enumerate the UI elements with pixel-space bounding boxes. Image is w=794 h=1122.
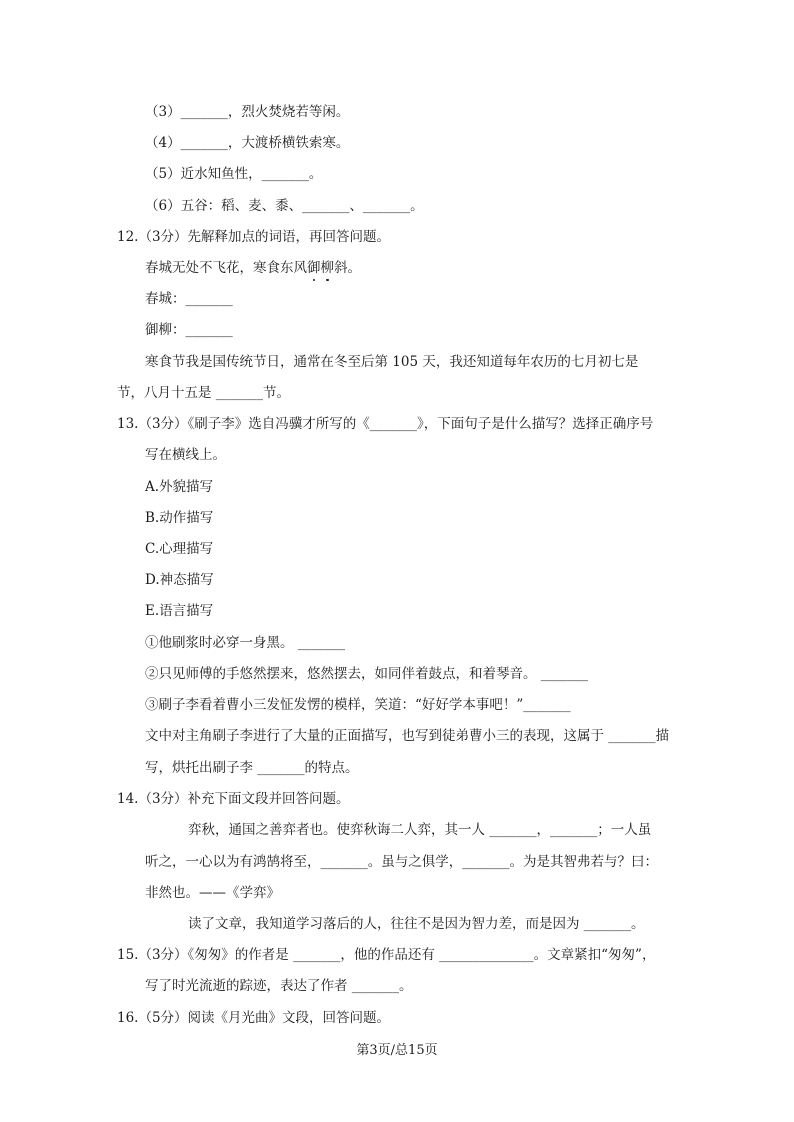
q12-para-line-1: 寒食节我是国传统节日，通常在冬至后第 105 天，我还知道每年农历的七月初七是 xyxy=(145,354,639,370)
q11-item-3: （3）_______，烈火焚烧若等闲。 xyxy=(145,104,350,120)
q13-sentence-1: ①他刷浆时必穿一身黑。 _______ xyxy=(145,635,346,651)
q13-option-c: C.心理描写 xyxy=(145,541,214,557)
q14-text-line-3: 非然也。——《学弈》 xyxy=(145,885,280,901)
q16-stem: 16.（5分）阅读《月光曲》文段，回答问题。 xyxy=(117,1010,391,1026)
q12-chuncheng-blank: 春城：_______ xyxy=(145,291,233,307)
q13-option-b: B.动作描写 xyxy=(145,510,214,526)
q13-option-e: E.语言描写 xyxy=(145,603,214,619)
q11-item-5: （5）近水知鱼性，_______。 xyxy=(145,166,323,182)
q13-para-line-1: 文中对主角刷子李进行了大量的正面描写，也写到徒弟曹小三的表现，这属于 _______描 xyxy=(145,728,670,744)
q13-stem-line-2: 写在横线上。 xyxy=(145,447,226,463)
q12-para-line-2: 节，八月十五是 _______节。 xyxy=(117,385,291,401)
q14-text-line-2: 听之，一心以为有鸿鹄将至，_______。虽与之俱学，_______。为是其智弗若与？曰： xyxy=(145,854,658,870)
q15-line-2: 写了时光流逝的踪迹，表达了作者 _______。 xyxy=(145,978,413,994)
q13-stem-line-1: 13.（3分）《刷子李》选自冯骥才所写的《_______》，下面句子是什么描写？选择正确序号 xyxy=(117,416,654,432)
poem-suffix: 斜。 xyxy=(334,260,361,276)
q15-line-1: 15.（3分）《匆匆》的作者是 _______，他的作品还有 ______________。文章紧扣“匆匆”， xyxy=(117,947,656,963)
q13-sentence-3: ③刷子李看着曹小三发怔发愣的模样，笑道：“好好学本事吧！”_______ xyxy=(145,697,571,713)
q12-poem xyxy=(145,258,361,278)
q11-item-6: （6）五谷：稻、麦、黍、_______、_______。 xyxy=(145,198,424,214)
q14-text-line-1: 弈秋，通国之善弈者也。使弈秋诲二人弈，其一人 _______，_______；一人虽 xyxy=(188,822,652,838)
q13-sentence-2: ②只见师傅的手悠然摆来，悠然摆去，如同伴着鼓点，和着琴音。 _______ xyxy=(145,666,589,682)
q13-option-d: D.神态描写 xyxy=(145,572,214,588)
page-footer: 第3页/总15页 xyxy=(356,1043,438,1058)
dotted-char-yu: 御 xyxy=(307,260,321,276)
q14-stem: 14.（3分）补充下面文段并回答问题。 xyxy=(117,791,350,807)
q11-item-4: （4）_______，大渡桥横铁索寒。 xyxy=(145,135,350,151)
dotted-char-liu: 柳 xyxy=(320,260,334,276)
q13-para-line-2: 写，烘托出刷子李 _______的特点。 xyxy=(145,760,359,776)
q14-answer-line: 读了文章，我知道学习落后的人，往往不是因为智力差，而是因为 _______。 xyxy=(188,916,645,932)
q13-option-a: A.外貌描写 xyxy=(145,479,214,495)
poem-prefix: 春城无处不飞花，寒食东风 xyxy=(145,260,307,276)
q12-stem: 12.（3分）先解释加点的词语，再回答问题。 xyxy=(117,229,391,245)
q12-yuliu-blank: 御柳：_______ xyxy=(145,322,233,338)
